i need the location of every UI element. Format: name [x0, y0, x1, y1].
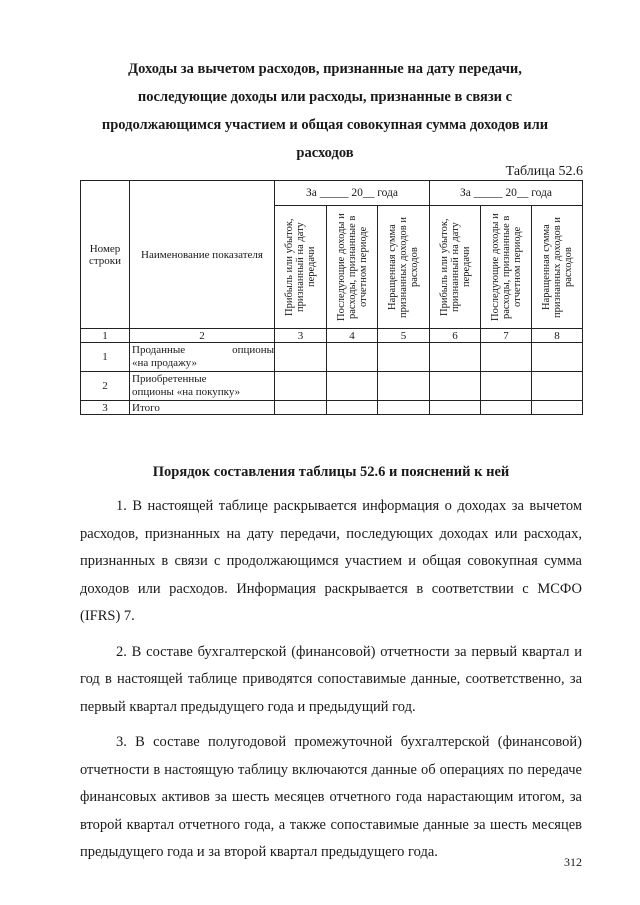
report-table	[80, 180, 583, 415]
header-cumulative-2: Наращенная сумма признанных доходов и расходов	[532, 206, 583, 329]
column-number: 4	[327, 329, 378, 343]
table-cell	[481, 343, 532, 372]
header-cumulative-1: Наращенная сумма признанных доходов и расходов	[378, 206, 430, 329]
table-caption: Таблица 52.6	[505, 164, 583, 179]
header-profit-loss-1: Прибыль или убыток, признанный на дату передачи	[275, 206, 327, 329]
column-number-row	[81, 329, 583, 343]
row-number: 2	[81, 372, 130, 401]
table-cell	[378, 401, 430, 415]
table-cell	[327, 401, 378, 415]
table-cell	[430, 343, 481, 372]
column-number: 3	[275, 329, 327, 343]
column-number: 2	[130, 329, 275, 343]
column-number: 6	[430, 329, 481, 343]
column-number: 5	[378, 329, 430, 343]
column-number: 7	[481, 329, 532, 343]
table-row-total	[81, 401, 583, 415]
body-text	[80, 493, 582, 875]
header-indicator: Наименование показателя	[130, 181, 275, 329]
row-name: Итого	[130, 401, 275, 415]
table-row	[81, 372, 583, 401]
table-cell	[532, 343, 583, 372]
header-profit-loss-2: Прибыль или убыток, признанный на дату передачи	[430, 206, 481, 329]
row-number: 1	[81, 343, 130, 372]
section-heading: Порядок составления таблицы 52.6 и пояснений к ней	[152, 464, 510, 480]
header-subsequent-1: Последующие доходы и расходы, признанные в отчетном периоде	[327, 206, 378, 329]
table-cell	[275, 401, 327, 415]
table-cell	[481, 401, 532, 415]
table-cell	[532, 372, 583, 401]
paragraph: 3. В составе полугодовой промежуточной бухгалтерской (финансовой) отчетности в настоящую таблицу включаются данные об операциях по передаче финансовых активов за шесть месяцев отчетного года нарастающим итогом, за второй квартал отчетного года, а также сопоставимые данные за шесть месяцев предыдущего года и за второй квартал предыдущего года.	[80, 734, 582, 860]
document-title: Доходы за вычетом расходов, признанные на дату передачи, последующие доходы или расходы, признанные в связи с продолжающимся участием и общая совокупная сумма доходов или расходов	[101, 61, 549, 161]
table-cell	[430, 372, 481, 401]
table-cell	[481, 372, 532, 401]
row-number: 3	[81, 401, 130, 415]
table-row	[81, 343, 583, 372]
row-name: Проданные опционы «на продажу»	[130, 343, 275, 372]
table-cell	[532, 401, 583, 415]
header-period-1: За _____ 20__ года	[275, 181, 430, 206]
header-period-2: За _____ 20__ года	[430, 181, 583, 206]
table-cell	[275, 343, 327, 372]
table-cell	[275, 372, 327, 401]
table-cell	[430, 401, 481, 415]
header-row-number: Номер строки	[81, 181, 130, 329]
paragraph: 1. В настоящей таблице раскрывается информация о доходах за вычетом расходов, признанных на дату передачи, последующих доходах или расходах, признанных в связи с продолжающимся участием и общая совокупная сумма доходов или расходов. Информация раскрывается в соответствии с МСФО (IFRS) 7.	[80, 498, 582, 624]
table-cell	[378, 372, 430, 401]
table-cell	[327, 343, 378, 372]
paragraph: 2. В составе бухгалтерской (финансовой) отчетности за первый квартал и год в настоящей таблице приводятся сопоставимые данные, соответственно, за первый квартал предыдущего года и предыдущий год.	[80, 643, 582, 715]
table-cell	[378, 343, 430, 372]
column-number: 8	[532, 329, 583, 343]
column-number: 1	[81, 329, 130, 343]
row-name: Приобретенные опционы «на покупку»	[130, 372, 275, 401]
header-subsequent-2: Последующие доходы и расходы, признанные в отчетном периоде	[481, 206, 532, 329]
table-cell	[327, 372, 378, 401]
page-number: 312	[564, 855, 582, 869]
